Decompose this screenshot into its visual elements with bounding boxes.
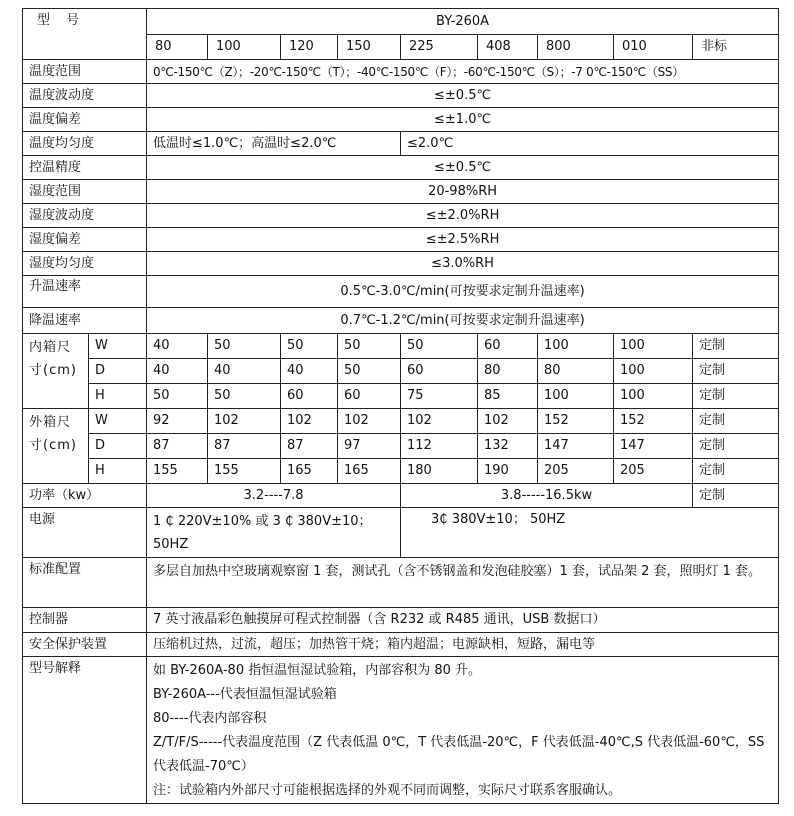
dim-cell: 102	[401, 409, 478, 434]
hum-range-row	[23, 180, 779, 204]
spec-table	[22, 8, 779, 804]
dim-cell: 80	[538, 359, 614, 384]
header-row	[23, 9, 779, 35]
row-value: 20-98%RH	[147, 180, 779, 204]
row-value: ≤±1.0℃	[147, 108, 779, 132]
outer-w-row	[23, 409, 779, 434]
dim-cell: 定制	[693, 359, 779, 384]
row-label: 控制器	[23, 608, 147, 633]
explain-line: 80----代表内部容积	[153, 711, 267, 726]
dim-cell: 152	[538, 409, 614, 434]
dim-label: W	[89, 334, 147, 359]
temp-unif-row	[23, 132, 779, 156]
dim-cell: 155	[147, 459, 208, 484]
row-label: 温度波动度	[23, 84, 147, 108]
dim-cell: 100	[538, 384, 614, 409]
dim-cell: 75	[401, 384, 478, 409]
dim-cell: 85	[478, 384, 538, 409]
dim-cell: 定制	[693, 459, 779, 484]
dim-cell: 40	[147, 334, 208, 359]
dim-cell: 165	[338, 459, 401, 484]
dim-cell: 60	[478, 334, 538, 359]
hum-dev-row	[23, 228, 779, 252]
volume-cell: 100	[208, 35, 281, 60]
dim-cell: 80	[478, 359, 538, 384]
dim-cell: 205	[614, 459, 693, 484]
dim-cell: 87	[147, 434, 208, 459]
row-value: ≤±2.0%RH	[147, 204, 779, 228]
dim-cell: 92	[147, 409, 208, 434]
temp-range-row	[23, 60, 779, 84]
dim-cell: 102	[281, 409, 338, 434]
volume-cell: 120	[281, 35, 338, 60]
dim-cell: 50	[281, 334, 338, 359]
dim-cell: 40	[208, 359, 281, 384]
row-label: 降温速率	[23, 308, 147, 334]
inner-h-row	[23, 384, 779, 409]
row-label: 湿度波动度	[23, 204, 147, 228]
explain-line: 注：试验箱内外部尺寸可能根据选择的外观不同而调整，实际尺寸联系客服确认。	[153, 783, 622, 798]
row-label: 功率（kw）	[23, 484, 147, 508]
dim-cell: 60	[338, 384, 401, 409]
row-label: 电源	[23, 508, 147, 558]
dim-label: D	[89, 359, 147, 384]
dim-label: D	[89, 434, 147, 459]
row-label: 控温精度	[23, 156, 147, 180]
row-value: ≤±2.5%RH	[147, 228, 779, 252]
dim-cell: 112	[401, 434, 478, 459]
row-value: 多层自加热中空玻璃观察窗 1 套，测试孔（含不锈钢盖和发泡硅胶塞）1 套，试品架 2 套，照明灯 1 套。	[147, 558, 779, 608]
dim-cell: 定制	[693, 384, 779, 409]
row-value: 1 ₵ 220V±10% 或 3 ₵ 380V±10；50HZ	[147, 508, 401, 558]
row-value: ≤±0.5℃	[147, 84, 779, 108]
controller-row	[23, 608, 779, 633]
dim-cell: 40	[147, 359, 208, 384]
row-value: 3₵ 380V±10； 50HZ	[401, 508, 779, 558]
outer-h-row	[23, 459, 779, 484]
dim-cell: 定制	[693, 334, 779, 359]
dim-cell: 190	[478, 459, 538, 484]
row-value: ≤3.0%RH	[147, 252, 779, 276]
model-explain-block	[147, 657, 779, 804]
row-value: 3.2----7.8	[147, 484, 401, 508]
dim-cell: 165	[281, 459, 338, 484]
volume-cell: 225	[401, 35, 478, 60]
dim-cell: 87	[281, 434, 338, 459]
volume-cell: 408	[478, 35, 538, 60]
row-label: 升温速率	[23, 276, 147, 308]
row-value: 0.5℃-3.0℃/min(可按要求定制升温速率)	[147, 276, 779, 308]
dim-cell: 50	[401, 334, 478, 359]
temp-dev-row	[23, 108, 779, 132]
model-explain-row	[23, 657, 779, 804]
row-label: 温度偏差	[23, 108, 147, 132]
dim-cell: 132	[478, 434, 538, 459]
dim-cell: 60	[401, 359, 478, 384]
dim-cell: 50	[147, 384, 208, 409]
dim-cell: 100	[614, 384, 693, 409]
hum-fluct-row	[23, 204, 779, 228]
dim-cell: 100	[538, 334, 614, 359]
row-value: 低温时≤1.0℃；高温时≤2.0℃	[147, 132, 401, 156]
model-label: 型 号	[23, 9, 147, 60]
dim-cell: 50	[338, 334, 401, 359]
power-row	[23, 484, 779, 508]
row-value: 压缩机过热，过流，超压；加热管干烧；箱内超温；电源缺相，短路，漏电等	[147, 633, 779, 657]
dim-label: H	[89, 384, 147, 409]
row-label: 湿度偏差	[23, 228, 147, 252]
volume-cell: 非标	[693, 35, 779, 60]
dim-cell: 155	[208, 459, 281, 484]
dim-cell: 50	[338, 359, 401, 384]
explain-line: 如 BY-260A-80 指恒温恒湿试验箱，内部容积为 80 升。	[153, 663, 482, 678]
dim-cell: 50	[208, 384, 281, 409]
dim-label: H	[89, 459, 147, 484]
row-value: 0℃-150℃（Z）；-20℃-150℃（T）；-40℃-150℃（F）；-60℃-150℃（S）；-7 0℃-150℃（SS）	[147, 60, 779, 84]
explain-line: Z/T/F/S-----代表温度范围（Z 代表低温 0℃，T 代表低温-20℃，F 代表低温-40℃,S 代表低温-60℃，SS 代表低温-70℃）	[153, 735, 765, 774]
volume-cell: 010	[614, 35, 693, 60]
row-label: 型号解释	[23, 657, 147, 804]
dim-cell: 147	[614, 434, 693, 459]
row-label: 湿度范围	[23, 180, 147, 204]
row-value: ≤2.0℃	[401, 132, 779, 156]
dim-cell: 定制	[693, 434, 779, 459]
dim-cell: 50	[208, 334, 281, 359]
spec-sheet	[22, 8, 778, 804]
cool-rate-row	[23, 308, 779, 334]
dim-label: W	[89, 409, 147, 434]
dim-cell: 180	[401, 459, 478, 484]
model-name: BY-260A	[147, 9, 779, 35]
hum-unif-row	[23, 252, 779, 276]
row-value: ≤±0.5℃	[147, 156, 779, 180]
dim-cell: 定制	[693, 409, 779, 434]
dim-cell: 102	[208, 409, 281, 434]
row-label: 安全保护装置	[23, 633, 147, 657]
temp-fluct-row	[23, 84, 779, 108]
dim-cell: 97	[338, 434, 401, 459]
heat-rate-row	[23, 276, 779, 308]
inner-d-row	[23, 359, 779, 384]
dim-cell: 100	[614, 359, 693, 384]
supply-row	[23, 508, 779, 558]
dim-cell: 152	[614, 409, 693, 434]
safety-row	[23, 633, 779, 657]
inner-size-label: 内箱尺寸(cm)	[23, 334, 89, 409]
volume-cell: 800	[538, 35, 614, 60]
row-value: 定制	[693, 484, 779, 508]
row-label: 湿度均匀度	[23, 252, 147, 276]
dim-cell: 102	[478, 409, 538, 434]
row-label: 温度均匀度	[23, 132, 147, 156]
dim-cell: 40	[281, 359, 338, 384]
volume-cell: 80	[147, 35, 208, 60]
row-label: 温度范围	[23, 60, 147, 84]
row-value: 0.7℃-1.2℃/min(可按要求定制升温速率)	[147, 308, 779, 334]
dim-cell: 147	[538, 434, 614, 459]
dim-cell: 60	[281, 384, 338, 409]
row-value: 7 英寸液晶彩色触摸屏可程式控制器（含 R232 或 R485 通讯，USB 数据口）	[147, 608, 779, 633]
dim-cell: 100	[614, 334, 693, 359]
ctrl-precision-row	[23, 156, 779, 180]
dim-cell: 87	[208, 434, 281, 459]
outer-size-label: 外箱尺寸(cm)	[23, 409, 89, 484]
dim-cell: 102	[338, 409, 401, 434]
row-label: 标准配置	[23, 558, 147, 608]
std-config-row	[23, 558, 779, 608]
volume-cell: 150	[338, 35, 401, 60]
dim-cell: 205	[538, 459, 614, 484]
outer-d-row	[23, 434, 779, 459]
row-value: 3.8-----16.5kw	[401, 484, 693, 508]
inner-w-row	[23, 334, 779, 359]
explain-line: BY-260A---代表恒温恒湿试验箱	[153, 687, 337, 702]
